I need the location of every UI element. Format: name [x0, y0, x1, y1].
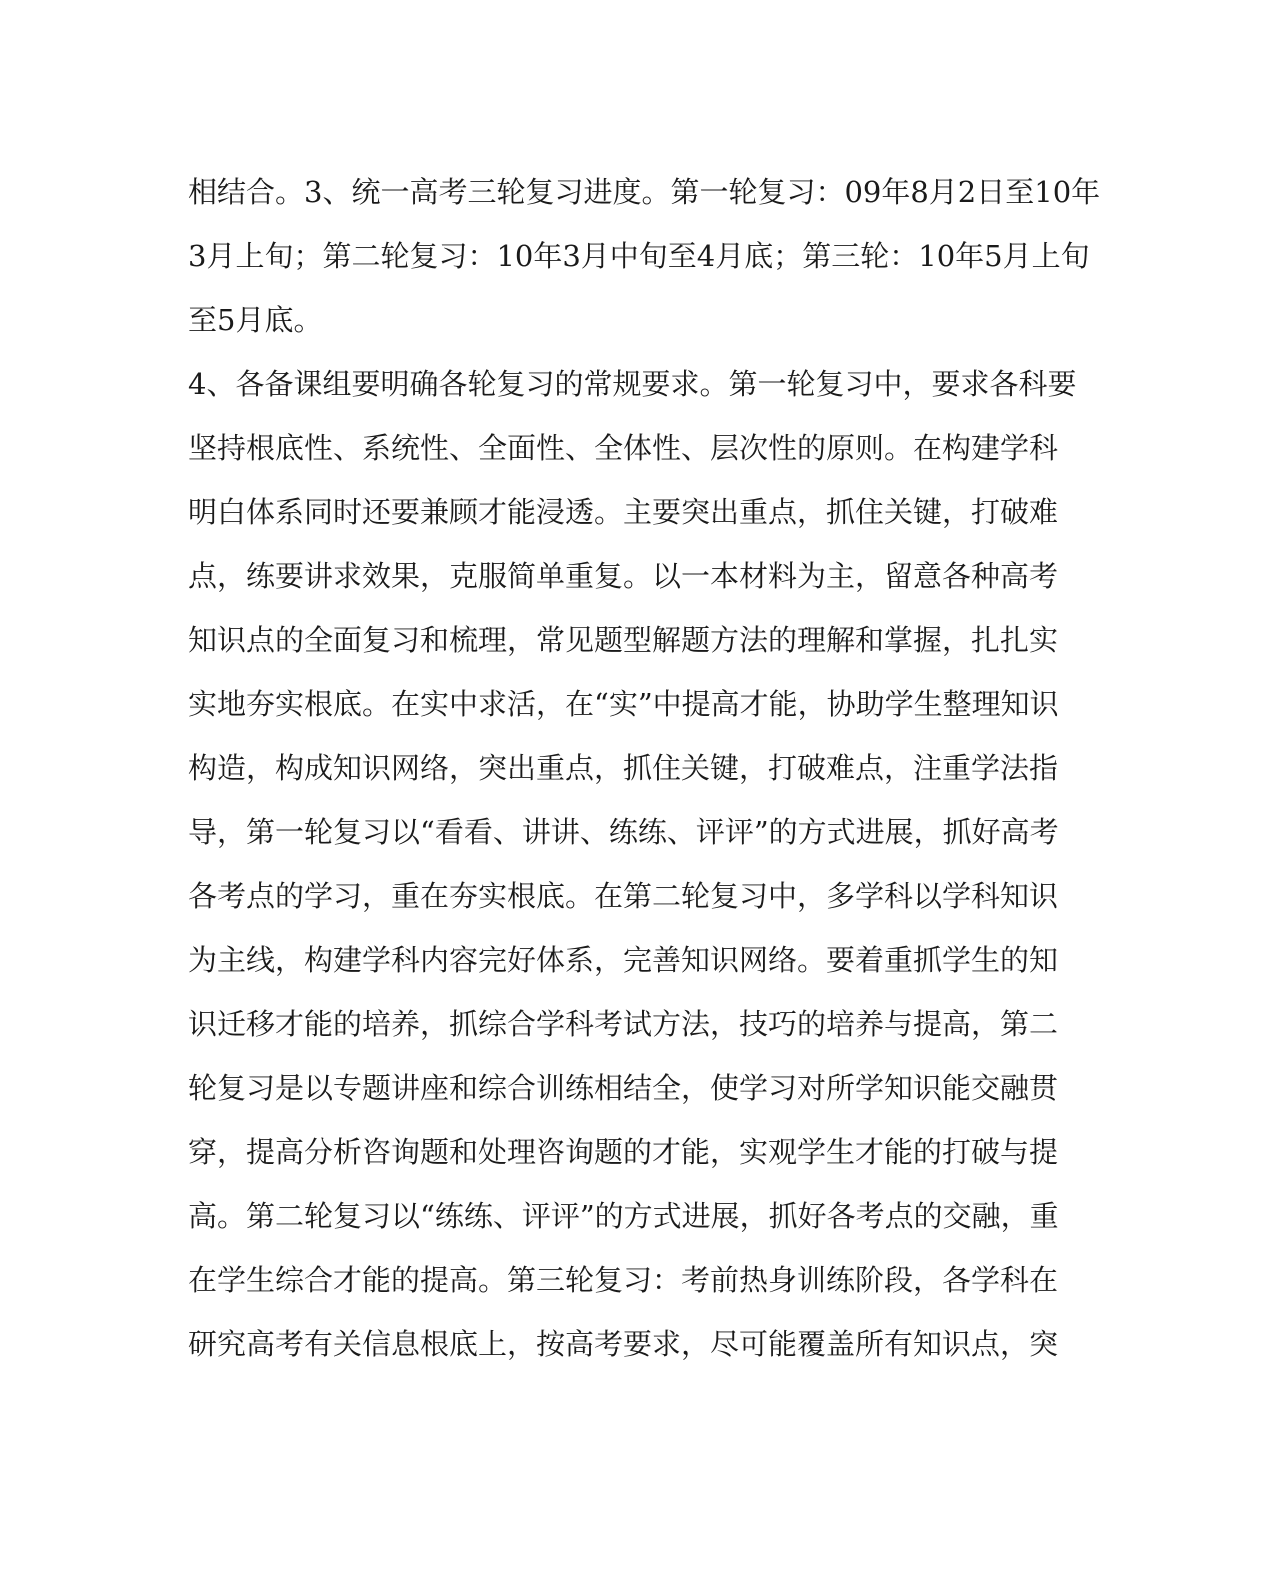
text-line: 为主线，构建学科内容完好体系，完善知识网络。要着重抓学生的知: [188, 943, 1059, 977]
text-line: 实地夯实根底。在实中求活，在“实”中提高才能，协助学生整理知识: [188, 687, 1059, 721]
text-line: 知识点的全面复习和梳理，常见题型解题方法的理解和掌握，扎扎实: [188, 623, 1059, 657]
text-line: 轮复习是以专题讲座和综合训练相结全，使学习对所学知识能交融贯: [188, 1071, 1059, 1105]
text-line: 构造，构成知识网络，突出重点，抓住关键，打破难点，注重学法指: [188, 751, 1059, 785]
text-line: 各考点的学习，重在夯实根底。在第二轮复习中，多学科以学科知识: [188, 879, 1059, 913]
text-line: 识迁移才能的培养，抓综合学科考试方法，技巧的培养与提高，第二: [188, 1007, 1059, 1041]
text-line: 穿，提高分析咨询题和处理咨询题的才能，实观学生才能的打破与提: [188, 1135, 1059, 1169]
body-text: [188, 160, 1101, 1376]
text-line: 点，练要讲求效果，克服简单重复。以一本材料为主，留意各种高考: [188, 559, 1059, 593]
text-line: 高。第二轮复习以“练练、评评”的方式进展，抓好各考点的交融，重: [188, 1199, 1059, 1233]
text-line: 研究高考有关信息根底上，按高考要求，尽可能覆盖所有知识点，突: [188, 1327, 1059, 1361]
text-line: 4、各备课组要明确各轮复习的常规要求。第一轮复习中，要求各科要: [188, 367, 1077, 401]
text-line: 3月上旬；第二轮复习：10年3月中旬至4月底；第三轮：10年5月上旬: [188, 239, 1090, 273]
text-line: 相结合。3、统一高考三轮复习进度。第一轮复习：09年8月2日至10年: [188, 175, 1101, 209]
text-line: 坚持根底性、系统性、全面性、全体性、层次性的原则。在构建学科: [188, 431, 1059, 465]
text-line: 在学生综合才能的提高。第三轮复习：考前热身训练阶段，各学科在: [188, 1263, 1059, 1297]
text-line: 至5月底。: [188, 303, 323, 337]
text-line: 明白体系同时还要兼顾才能浸透。主要突出重点，抓住关键，打破难: [188, 495, 1059, 529]
text-line: 导，第一轮复习以“看看、讲讲、练练、评评”的方式进展，抓好高考: [188, 815, 1059, 849]
